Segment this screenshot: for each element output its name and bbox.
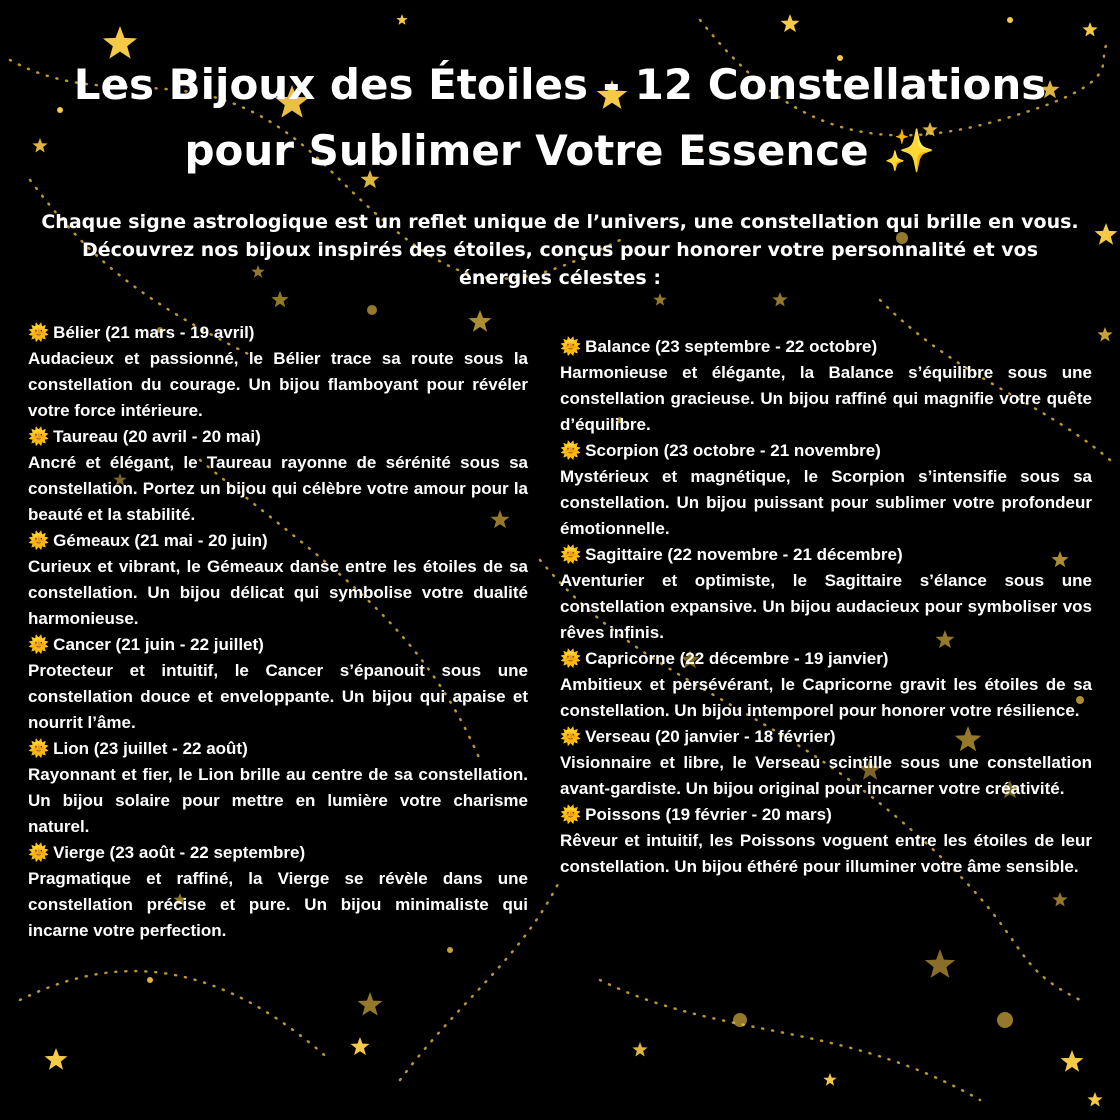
star-icon xyxy=(358,992,383,1016)
sun-icon: 🌞 xyxy=(28,531,50,550)
sun-icon: 🌞 xyxy=(560,545,582,564)
sign-description: Harmonieuse et élégante, la Balance s’équilibre sous une constellation gracieuse. Un bijou raffiné qui magnifie votre quête d’équilibre. xyxy=(560,363,1092,434)
sign-title: Verseau (20 janvier - 18 février) xyxy=(585,727,836,746)
star-dot xyxy=(367,305,377,315)
page-title-text: Les Bijoux des Étoiles - 12 Constellations pour Sublimer Votre Essence xyxy=(73,60,1047,175)
sign-title: Gémeaux (21 mai - 20 juin) xyxy=(53,531,268,550)
page-title xyxy=(40,52,1080,184)
sun-icon: 🌞 xyxy=(28,739,50,758)
sign-title: Sagittaire (22 novembre - 21 décembre) xyxy=(585,545,903,564)
star-dot xyxy=(147,977,153,983)
star-icon xyxy=(1087,1092,1102,1107)
sign-description: Rêveur et intuitif, les Poissons voguent entre les étoiles de leur constellation. Un bijou éthéré pour illuminer votre âme sensible. xyxy=(560,831,1092,876)
star-icon xyxy=(632,1042,647,1057)
sun-icon: 🌞 xyxy=(28,323,50,342)
sun-icon: 🌞 xyxy=(560,805,582,824)
sign-item xyxy=(28,736,528,840)
star-icon xyxy=(45,1048,68,1070)
sign-description: Curieux et vibrant, le Gémeaux danse entre les étoiles de sa constellation. Un bijou délicat qui symbolise votre dualité harmonieuse. xyxy=(28,557,528,628)
star-icon xyxy=(1097,327,1112,342)
sign-description: Ancré et élégant, le Taureau rayonne de sérénité sous sa constellation. Portez un bijou qui célèbre votre amour pour la beauté et la stabilité. xyxy=(28,453,528,524)
sign-item xyxy=(28,320,528,424)
sun-icon: 🌞 xyxy=(560,727,582,746)
star-icon xyxy=(653,293,666,306)
star-dot xyxy=(1007,17,1013,23)
star-icon xyxy=(1082,22,1097,37)
sign-item xyxy=(560,438,1092,542)
sign-item xyxy=(28,840,528,944)
star-icon xyxy=(1061,1050,1084,1072)
star-icon xyxy=(823,1073,836,1086)
intro-text: Chaque signe astrologique est un reflet unique de l’univers, une constellation qui brille en vous. Découvrez nos bijoux inspirés des étoiles, conçus pour honorer votre personnalité et vos énergies célestes : xyxy=(41,211,1079,289)
sign-description: Mystérieux et magnétique, le Scorpion s’intensifie sous sa constellation. Un bijou puissant pour sublimer votre profondeur émotionnelle. xyxy=(560,467,1092,538)
sun-icon: 🌞 xyxy=(560,649,582,668)
sign-item xyxy=(28,424,528,528)
star-icon xyxy=(1052,892,1067,907)
dotted-trail xyxy=(600,980,980,1100)
sign-title: Lion (23 juillet - 22 août) xyxy=(53,739,248,758)
sparkles-icon: ✨ xyxy=(883,126,936,175)
sign-description: Protecteur et intuitif, le Cancer s’épanouit sous une constellation douce et enveloppante. Un bijou qui apaise et nourrit l’âme. xyxy=(28,661,528,732)
left-signs-column xyxy=(28,320,528,944)
sign-description: Ambitieux et persévérant, le Capricorne gravit les étoiles de sa constellation. Un bijou intemporel pour honorer votre résilience. xyxy=(560,675,1092,720)
star-dot xyxy=(733,1013,747,1027)
star-dot xyxy=(997,1012,1013,1028)
sign-description: Rayonnant et fier, le Lion brille au centre de sa constellation. Un bijou solaire pour mettre en lumière votre charisme naturel. xyxy=(28,765,528,836)
star-icon xyxy=(271,291,288,307)
sign-title: Taureau (20 avril - 20 mai) xyxy=(53,427,261,446)
sign-item xyxy=(560,724,1092,802)
sign-item xyxy=(560,542,1092,646)
sign-item xyxy=(560,802,1092,880)
sun-icon: 🌞 xyxy=(560,441,582,460)
sign-description: Pragmatique et raffiné, la Vierge se révèle dans une constellation précise et pure. Un bijou minimaliste qui incarne votre perfection. xyxy=(28,869,528,940)
star-icon xyxy=(396,14,407,25)
sun-icon: 🌞 xyxy=(560,337,582,356)
sign-title: Balance (23 septembre - 22 octobre) xyxy=(585,337,878,356)
star-icon xyxy=(781,14,800,32)
sign-item xyxy=(560,334,1092,438)
sign-title: Poissons (19 février - 20 mars) xyxy=(585,805,832,824)
sign-title: Vierge (23 août - 22 septembre) xyxy=(53,843,306,862)
sign-title: Capricorne (22 décembre - 19 janvier) xyxy=(585,649,889,668)
star-icon xyxy=(351,1037,370,1055)
sign-title: Bélier (21 mars - 19 avril) xyxy=(53,323,255,342)
right-signs-column xyxy=(560,334,1092,880)
sun-icon: 🌞 xyxy=(28,427,50,446)
star-icon xyxy=(925,949,955,978)
dotted-trail xyxy=(20,971,330,1060)
sign-description: Audacieux et passionné, le Bélier trace sa route sous la constellation du courage. Un bijou flamboyant pour révéler votre force intérieure. xyxy=(28,349,528,420)
star-dot xyxy=(447,947,453,953)
star-icon xyxy=(1095,223,1118,245)
sign-item xyxy=(560,646,1092,724)
sign-description: Visionnaire et libre, le Verseau scintille sous une constellation avant-gardiste. Un bijou original pour incarner votre créativité. xyxy=(560,753,1092,798)
sign-item xyxy=(28,632,528,736)
sign-description: Aventurier et optimiste, le Sagittaire s’élance sous une constellation expansive. Un bijou audacieux pour symboliser vos rêves infinis. xyxy=(560,571,1092,642)
sign-title: Cancer (21 juin - 22 juillet) xyxy=(53,635,264,654)
sign-title: Scorpion (23 octobre - 21 novembre) xyxy=(585,441,881,460)
sun-icon: 🌞 xyxy=(28,635,50,654)
sign-item xyxy=(28,528,528,632)
star-icon xyxy=(772,292,787,307)
sun-icon: 🌞 xyxy=(28,843,50,862)
